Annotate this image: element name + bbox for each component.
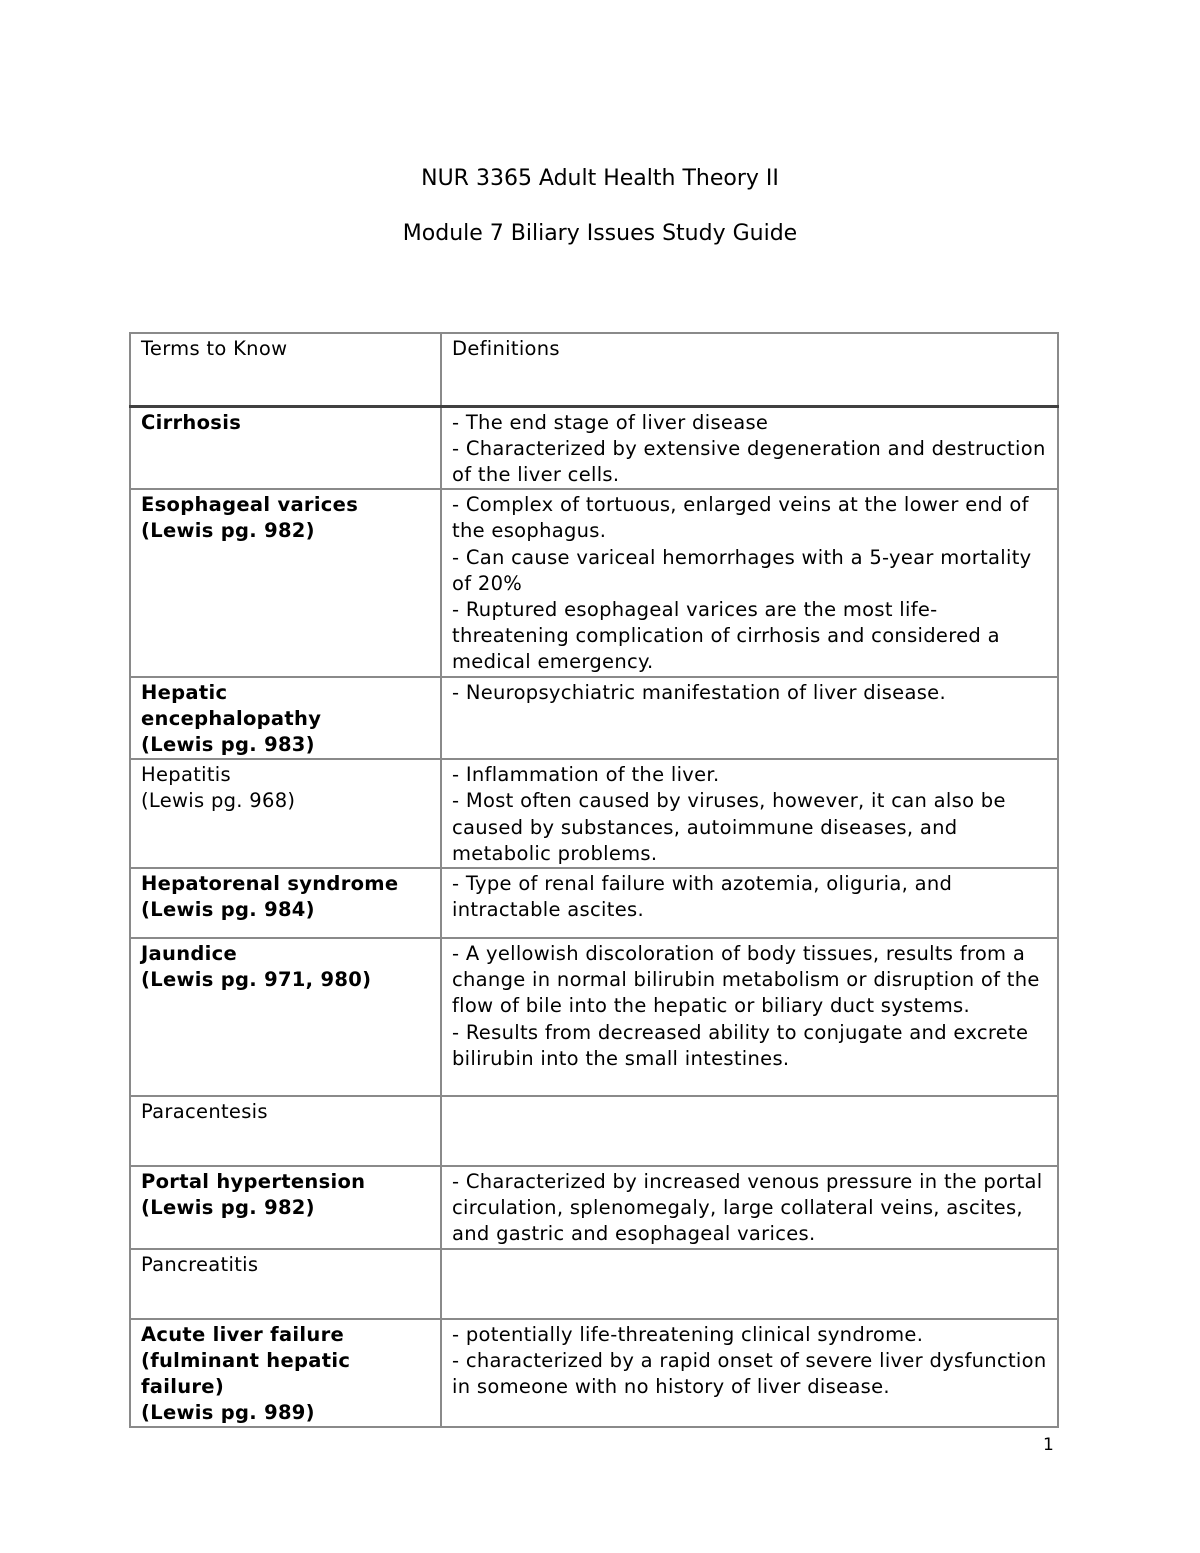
table-row — [130, 406, 1058, 489]
definition-text: - Most often caused by viruses, however, it can also be caused by substances, autoimmune diseases, and metabolic problems. — [452, 789, 1006, 865]
table-row — [130, 759, 1058, 868]
definition-text: - characterized by a rapid onset of severe liver dysfunction in someone with no history of liver disease. — [452, 1348, 1047, 1398]
definition-cell — [441, 1249, 1058, 1319]
term-reference: (Lewis pg. 983) — [141, 732, 315, 756]
definition-text: - Complex of tortuous, enlarged veins at the lower end of the esophagus. — [452, 493, 1029, 543]
table-header-row — [130, 333, 1058, 406]
term-text: Pancreatitis — [141, 1252, 259, 1276]
term-text: Acute liver failure (fulminant hepatic failure) — [141, 1322, 351, 1398]
term-cell — [130, 1166, 441, 1249]
term-cell — [130, 759, 441, 868]
term-cell — [130, 938, 441, 1096]
document-title: NUR 3365 Adult Health Theory II — [421, 166, 779, 191]
table-row — [130, 677, 1058, 760]
definition-cell — [441, 868, 1058, 938]
definition-text: - A yellowish discoloration of body tissues, results from a change in normal bilirubin metabolism or disruption of the flow of bile into the hepatic or biliary duct systems. — [452, 941, 1040, 1018]
term-reference: (Lewis pg. 989) — [141, 1401, 315, 1425]
definition-text: - Neuropsychiatric manifestation of liver disease. — [452, 680, 946, 704]
definition-cell — [441, 938, 1058, 1096]
term-text: Esophageal varices — [141, 493, 359, 517]
term-cell — [130, 1249, 441, 1319]
definition-cell — [441, 1166, 1058, 1249]
definition-text: - The end stage of liver disease — [452, 410, 769, 434]
table-row — [130, 1096, 1058, 1166]
table-row — [130, 1249, 1058, 1319]
page-number: 1 — [1043, 1435, 1054, 1455]
header-definitions: Definitions — [441, 333, 1058, 406]
term-reference: (Lewis pg. 982) — [141, 1196, 315, 1220]
definition-cell — [441, 759, 1058, 868]
definition-text: - Results from decreased ability to conjugate and excrete bilirubin into the small intestines. — [452, 1020, 1029, 1070]
definition-text: - Type of renal failure with azotemia, oliguria, and intractable ascites. — [452, 871, 953, 922]
definition-text: - Inflammation of the liver. — [452, 763, 720, 787]
term-cell — [130, 677, 441, 760]
header-terms: Terms to Know — [130, 333, 441, 406]
definition-cell — [441, 406, 1058, 489]
table-row — [130, 1319, 1058, 1428]
definition-cell — [441, 1319, 1058, 1428]
terms-table-body — [130, 333, 1058, 1427]
term-text: Hepatitis — [141, 763, 231, 787]
terms-table — [129, 332, 1059, 1428]
definition-text: - Ruptured esophageal varices are the most life-threatening complication of cirrhosis and considered a medical emergency. — [452, 597, 1000, 674]
term-cell — [130, 406, 441, 489]
term-reference: (Lewis pg. 968) — [141, 789, 296, 813]
term-text: Hepatic encephalopathy — [141, 680, 322, 730]
table-row — [130, 938, 1058, 1096]
definition-text: - Characterized by increased venous pressure in the portal circulation, splenomegaly, large collateral veins, ascites, and gastric and esophageal varices. — [452, 1169, 1043, 1246]
table-row — [130, 1166, 1058, 1249]
definition-text: - Characterized by extensive degeneration and destruction of the liver cells. — [452, 436, 1046, 486]
document-subtitle: Module 7 Biliary Issues Study Guide — [402, 221, 798, 246]
term-text: Portal hypertension — [141, 1169, 366, 1193]
definition-cell — [441, 489, 1058, 676]
term-cell — [130, 868, 441, 938]
table-row — [130, 489, 1058, 676]
definition-cell — [441, 1096, 1058, 1166]
term-cell — [130, 1319, 441, 1428]
term-reference: (Lewis pg. 971, 980) — [141, 968, 372, 992]
term-text: Hepatorenal syndrome — [141, 871, 399, 895]
term-reference: (Lewis pg. 982) — [141, 519, 315, 543]
definition-text: - Can cause variceal hemorrhages with a 5-year mortality of 20% — [452, 545, 1032, 595]
term-text: Cirrhosis — [141, 410, 242, 434]
term-cell — [130, 1096, 441, 1166]
term-cell — [130, 489, 441, 676]
term-text: Jaundice — [141, 941, 238, 965]
term-reference: (Lewis pg. 984) — [141, 898, 315, 922]
table-row — [130, 868, 1058, 938]
definition-text: - potentially life-threatening clinical syndrome. — [452, 1322, 924, 1346]
definition-cell — [441, 677, 1058, 760]
term-text: Paracentesis — [141, 1099, 268, 1123]
